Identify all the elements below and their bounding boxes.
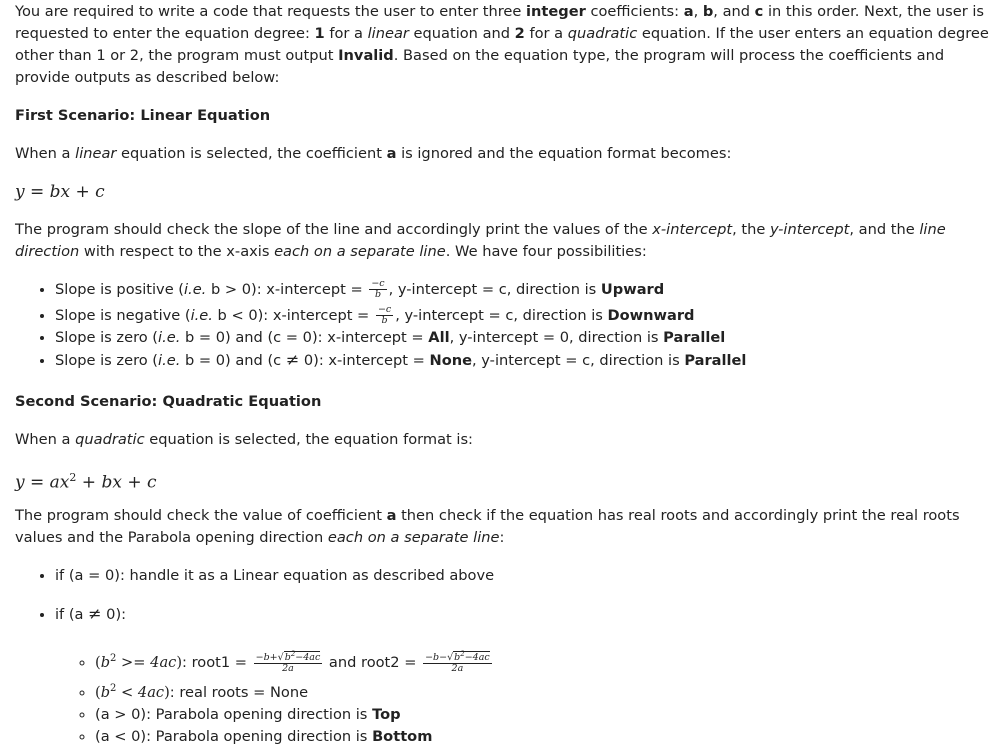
text: ( [95, 653, 101, 671]
exponent: 2 [290, 650, 296, 659]
list-item-slope-negative [55, 305, 997, 327]
text: The program should check the value of coefficient [15, 507, 387, 524]
list-item-slope-zero-all [55, 327, 997, 349]
intro-bold-c: c [754, 3, 764, 20]
exponent: 2 [460, 650, 465, 659]
text: ( [95, 683, 101, 701]
fraction-numerator: −c [371, 277, 385, 289]
list-item-real-roots [95, 644, 997, 678]
intro-text: , [693, 3, 703, 20]
text: (a < 0): Parabola opening direction is [95, 727, 373, 745]
radicand [453, 651, 490, 663]
text: . We have four possibilities: [445, 243, 647, 260]
text: b [284, 652, 291, 664]
italic-line-direction: line direction [15, 221, 946, 260]
bold-a: a [386, 145, 397, 162]
text: −b− [425, 652, 448, 664]
text: is ignored and the equation format becomes: [396, 145, 732, 162]
text: b [454, 652, 461, 664]
radicand [284, 651, 321, 663]
text: equation is selected, the equation format is: [144, 431, 473, 448]
x-intercept-none: None [429, 352, 473, 369]
fraction-denominator: b [374, 288, 382, 300]
text: b [100, 653, 111, 671]
intro-italic-linear: linear [367, 25, 409, 42]
text: ) [164, 683, 170, 701]
text: When a [15, 431, 76, 448]
linear-equation-text: y = bx + c [15, 182, 105, 202]
text: b < 0): x-intercept = [212, 307, 374, 324]
intro-bold-invalid: Invalid [338, 47, 394, 64]
intro-text: in this order. Next, the user is requested to enter the equation degree: [15, 3, 985, 42]
root1-formula [254, 649, 323, 674]
text: −4ac [464, 652, 490, 664]
direction-parallel: Parallel [663, 329, 726, 346]
text: : root1 = [182, 653, 252, 671]
intro-text: You are required to write a code that requests the user to enter three [15, 3, 527, 20]
italic-ie: i.e. [184, 281, 207, 298]
square-root-icon: √ [277, 652, 284, 664]
quadratic-equation-part: + bx + c [76, 472, 157, 493]
scenario2-heading-text: Second Scenario: Quadratic Equation [15, 393, 322, 410]
root1-denominator: 2a [282, 663, 294, 675]
direction-upward: Upward [600, 281, 665, 298]
italic-ie: i.e. [158, 329, 181, 346]
fraction-denominator: b [381, 314, 388, 326]
quadratic-equation [15, 467, 990, 494]
scenario1-heading [15, 105, 990, 127]
quadratic-equation-exponent: 2 [69, 471, 77, 484]
root1-numerator [254, 649, 323, 664]
text: < 4ac [116, 683, 165, 701]
text: , y-intercept = c, direction is [388, 281, 601, 298]
intro-bold-integer: integer [526, 3, 586, 20]
text: if (a [55, 606, 89, 623]
list-item-a-zero [55, 565, 997, 587]
fraction-neg-c-over-b [369, 279, 386, 300]
direction-parallel: Parallel [684, 352, 747, 369]
scenario1-intro [15, 143, 990, 165]
direction-top: Top [372, 705, 401, 723]
intro-text: equation. If the user enters an equation degree other than 1 or 2, the program must output [15, 25, 989, 64]
italic-linear: linear [75, 145, 117, 162]
list-item-opening-top [95, 704, 997, 726]
text: , the [732, 221, 771, 238]
text: , and the [849, 221, 920, 238]
text: with respect to the x-axis [79, 243, 275, 260]
italic-separate-line: each on a separate line [327, 529, 500, 546]
text: Slope is negative ( [55, 307, 191, 324]
text: −b+ [255, 652, 278, 664]
scenario2-description [15, 505, 990, 549]
italic-ie: i.e. [190, 307, 213, 324]
text: Slope is zero ( [55, 329, 159, 346]
linear-equation [15, 181, 990, 203]
intro-text: for a [524, 25, 568, 42]
intro-text: . Based on the equation type, the program will process the coefficients and provide outputs as described below: [15, 47, 945, 86]
scenario1-heading-text: First Scenario: Linear Equation [15, 107, 271, 124]
condition-no-real-roots [95, 684, 170, 701]
text: When a [15, 145, 76, 162]
intro-text: for a [324, 25, 368, 42]
text: if (a = 0): handle it as a Linear equation as described above [55, 567, 495, 584]
intro-bold-2: 2 [514, 25, 525, 42]
not-equal-symbol: ≠ [88, 604, 102, 623]
direction-downward: Downward [607, 307, 695, 324]
linear-cases-list [15, 279, 997, 372]
intro-text: coefficients: [585, 3, 684, 20]
text: : real roots = None [169, 683, 309, 701]
text: Slope is positive ( [55, 281, 184, 298]
intro-paragraph [15, 1, 990, 89]
italic-separate-line: each on a separate line [274, 243, 446, 260]
intro-text: equation and [408, 25, 515, 42]
fraction-neg-c-over-b [376, 305, 393, 326]
exponent: 2 [110, 653, 117, 664]
direction-bottom: Bottom [372, 727, 433, 745]
square-root-icon: √ [447, 652, 454, 664]
intro-italic-quadratic: quadratic [567, 25, 638, 42]
scenario1-description [15, 219, 990, 263]
root2-numerator [423, 649, 492, 664]
text: b = 0) and (c [180, 352, 286, 369]
text: b [100, 683, 111, 701]
text: , y-intercept = 0, direction is [449, 329, 664, 346]
italic-y-intercept: y-intercept [770, 221, 850, 238]
fraction-numerator: −c [377, 303, 392, 315]
list-item-slope-positive [55, 279, 997, 301]
text: (a > 0): Parabola opening direction is [95, 705, 373, 723]
intro-text: , and [713, 3, 755, 20]
scenario2-heading [15, 391, 990, 413]
text: −4ac [295, 652, 321, 664]
quadratic-cases-list [15, 565, 997, 748]
x-intercept-all: All [428, 329, 450, 346]
root2-denominator: 2a [451, 663, 464, 675]
text: equation is selected, the coefficient [116, 145, 387, 162]
italic-quadratic: quadratic [75, 431, 145, 448]
text: >= 4ac [116, 653, 177, 671]
text: b = 0) and (c = 0): x-intercept = [180, 329, 429, 346]
text: then check if the equation has real roots and accordingly print the real roots values and the Parabola opening direction [15, 507, 960, 546]
text: 0): [101, 606, 127, 623]
italic-ie: i.e. [158, 352, 181, 369]
text: , y-intercept = c, direction is [395, 307, 608, 324]
text: The program should check the slope of the line and accordingly print the values of the [15, 221, 653, 238]
text: 0): x-intercept = [299, 352, 430, 369]
scenario2-intro [15, 429, 990, 451]
not-equal-symbol: ≠ [285, 350, 300, 369]
list-item-a-nonzero [55, 603, 997, 748]
text: Slope is zero ( [55, 352, 159, 369]
condition-real-roots [95, 654, 182, 671]
intro-bold-a: a [683, 3, 694, 20]
root2-formula [423, 649, 492, 674]
text: b > 0): x-intercept = [206, 281, 368, 298]
exponent: 2 [110, 682, 117, 694]
list-item-opening-bottom [95, 726, 997, 748]
text: , y-intercept = c, direction is [472, 352, 685, 369]
bold-a: a [386, 507, 397, 524]
intro-bold-b: b [702, 3, 714, 20]
quadratic-subcases-list [55, 644, 997, 748]
italic-x-intercept: x-intercept [652, 221, 733, 238]
intro-bold-1: 1 [314, 25, 325, 42]
list-item-slope-zero-none [55, 349, 997, 372]
list-item-no-real-roots [95, 678, 997, 704]
quadratic-equation-part: y = ax [15, 472, 70, 493]
text: and root2 = [324, 653, 422, 671]
text: : [499, 529, 505, 546]
text: ) [176, 653, 183, 671]
